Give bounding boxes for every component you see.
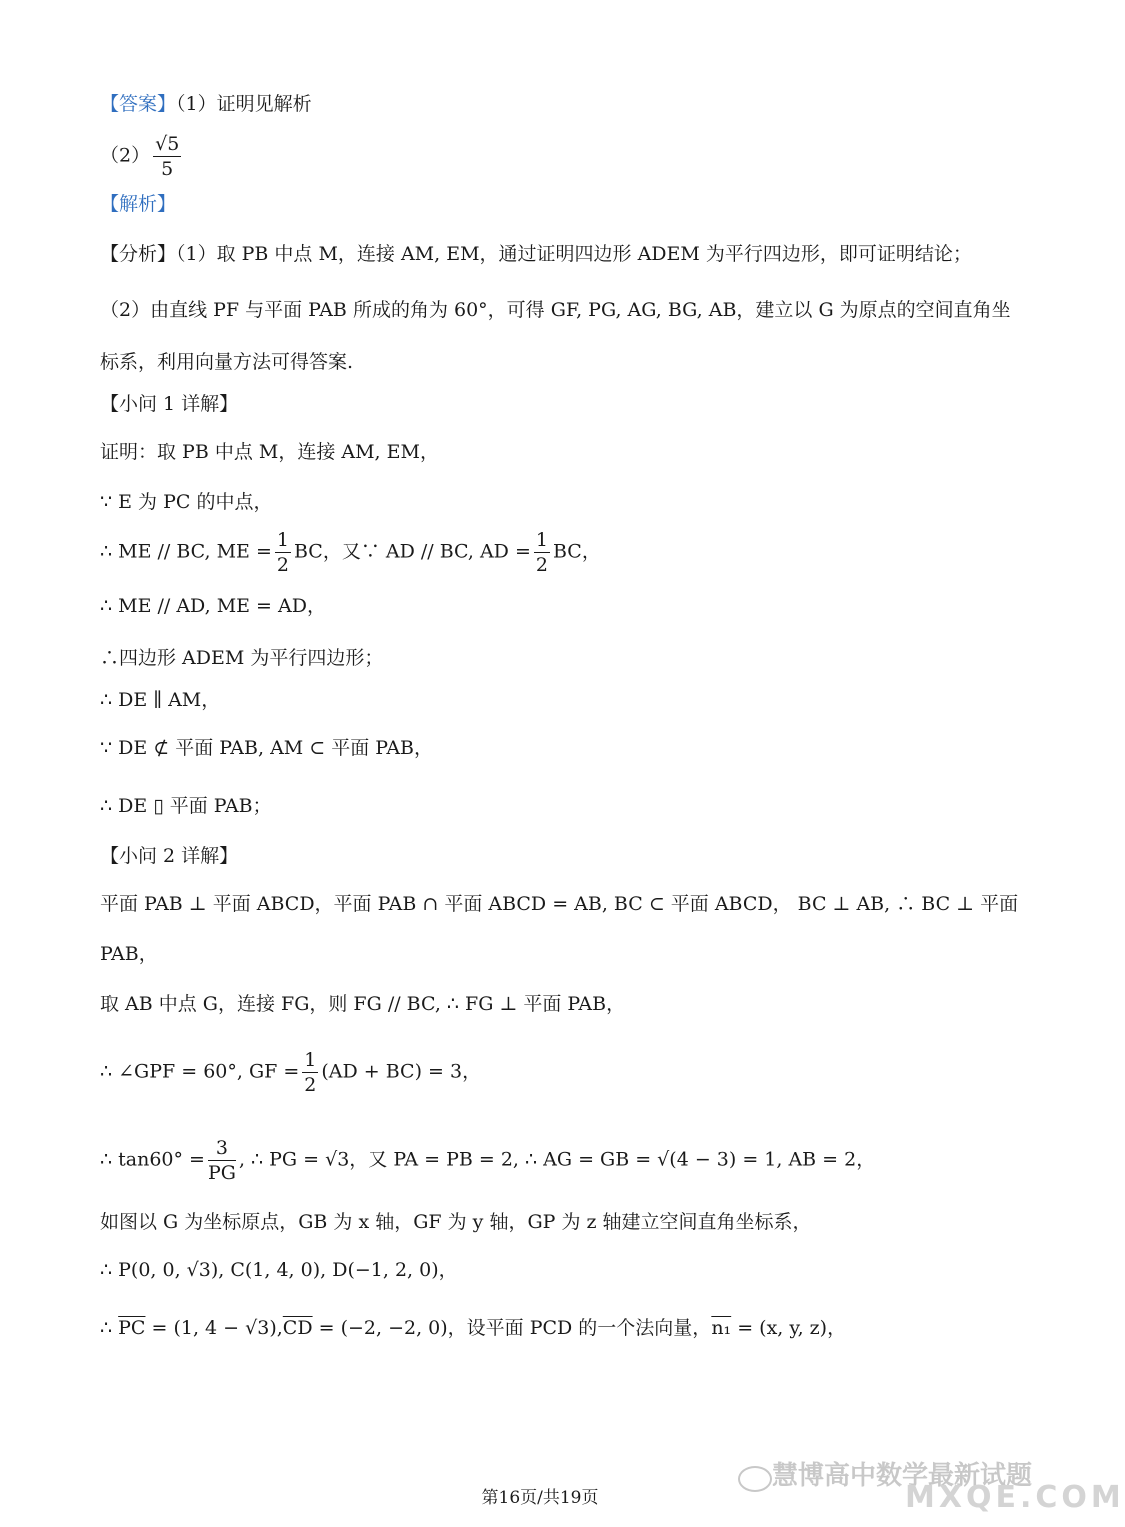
analysis-line-3: 标系，利用向量方法可得答案. [100, 351, 354, 373]
answer-tag: 【答案】 [100, 93, 177, 115]
q1-line-1: 证明：取 PB 中点 M，连接 AM, EM， [100, 441, 439, 463]
answer-part1: （1）证明见解析 [176, 93, 312, 115]
q2-line-8a: ∴ [100, 1317, 113, 1339]
q2-title: 【小问 2 详解】 [100, 845, 239, 867]
q2-line-6: 如图以 G 为坐标原点，GB 为 x 轴，GF 为 y 轴，GP 为 z 轴建立空间直角坐标系， [100, 1211, 812, 1233]
q2-fraction-2 [208, 1136, 236, 1185]
q1-fraction-2 [534, 528, 550, 577]
analysis-line-1 [100, 240, 972, 268]
watermark-text: 慧博高中数学最新试题 [772, 1461, 1033, 1491]
vector-cd: $\overline{CD}$ [282, 1317, 313, 1339]
q1-line-3c: BC， [552, 540, 601, 563]
q2-line-8d: = (x, y, z)， [737, 1317, 847, 1339]
analysis-text-1: （1）取 PB 中点 M，连接 AM, EM，通过证明四边形 ADEM 为平行四边形，即可证明结论； [176, 243, 972, 265]
vector-pc: $\overline{PC}$ [118, 1317, 146, 1339]
q2-line-7: ∴ P(0, 0, √3), C(1, 4, 0), D(−1, 2, 0)， [100, 1259, 458, 1281]
analysis-label: 【分析】 [100, 243, 177, 265]
q1-line-3b: BC，又∵ AD // BC, AD = [293, 540, 531, 563]
q2-line-5 [100, 1136, 875, 1185]
q2-line-5a: ∴ tan60° = [100, 1148, 205, 1171]
q2-fraction-1-den: 2 [304, 1074, 317, 1096]
q2-line-4 [100, 1048, 481, 1097]
q2-fraction-1-num: 1 [304, 1049, 317, 1071]
watermark-site: MXQE.COM [905, 1480, 1125, 1515]
answer-part2-prefix: （2） [100, 144, 151, 167]
q2-line-2: PAB， [100, 943, 158, 965]
q2-line-4a: ∴ ∠GPF = 60°, GF = [100, 1060, 300, 1083]
answer-fraction-numerator: √5 [155, 133, 180, 155]
q2-line-8 [100, 1314, 846, 1342]
q1-line-2: ∵ E 为 PC 的中点， [100, 491, 273, 513]
answer-line-2 [100, 132, 184, 181]
page-number: 第16页/共19页 [481, 1488, 599, 1508]
q2-line-3: 取 AB 中点 G，连接 FG，则 FG // BC, ∴ FG ⊥ 平面 PAB， [100, 993, 626, 1015]
q1-title: 【小问 1 详解】 [100, 393, 239, 415]
q2-line-8c: = (−2, −2, 0)，设平面 PCD 的一个法向量， [318, 1317, 712, 1339]
q1-fraction-1-den: 2 [276, 554, 289, 576]
answer-fraction [153, 132, 181, 181]
q2-fraction-2-num: 3 [208, 1136, 236, 1161]
q1-line-3a: ∴ ME // BC, ME = [100, 540, 272, 563]
answer-fraction-denominator: 5 [161, 158, 174, 180]
vector-n1: n₁ [711, 1317, 732, 1339]
q1-fraction-1-num: 1 [276, 529, 289, 551]
q1-line-3 [100, 528, 601, 577]
q2-fraction-1 [302, 1048, 318, 1097]
q1-line-8: ∴ DE ▯ 平面 PAB； [100, 795, 272, 817]
analysis-tag: 【解析】 [100, 193, 177, 215]
q2-line-8b: = (1, 4 − √3), [151, 1317, 283, 1339]
q1-line-5: ∴四边形 ADEM 为平行四边形； [100, 647, 384, 669]
q2-line-1: 平面 PAB ⊥ 平面 ABCD，平面 PAB ∩ 平面 ABCD = AB, BC ⊂ 平面 ABCD， BC ⊥ AB, ∴ BC ⊥ 平面 [100, 893, 1019, 915]
q2-line-5b: , ∴ PG = √3，又 PA = PB = 2, ∴ AG = GB = √(4 − 3) = 1, AB = 2， [238, 1148, 876, 1171]
q1-fraction-2-den: 2 [535, 554, 548, 576]
q2-line-4b: (AD + BC) = 3， [321, 1060, 482, 1083]
q1-line-4: ∴ ME // AD, ME = AD， [100, 595, 326, 617]
q2-fraction-2-den: PG [207, 1162, 236, 1184]
q1-fraction-2-num: 1 [535, 529, 548, 551]
q1-fraction-1 [275, 528, 291, 577]
analysis-line-2: （2）由直线 PF 与平面 PAB 所成的角为 60°，可得 GF, PG, AG, BG, AB，建立以 G 为原点的空间直角坐 [100, 299, 1011, 321]
q1-line-6: ∴ DE ∥ AM， [100, 689, 221, 711]
answer-line-1 [100, 90, 312, 118]
q1-line-7: ∵ DE ⊄ 平面 PAB, AM ⊂ 平面 PAB， [100, 737, 434, 759]
